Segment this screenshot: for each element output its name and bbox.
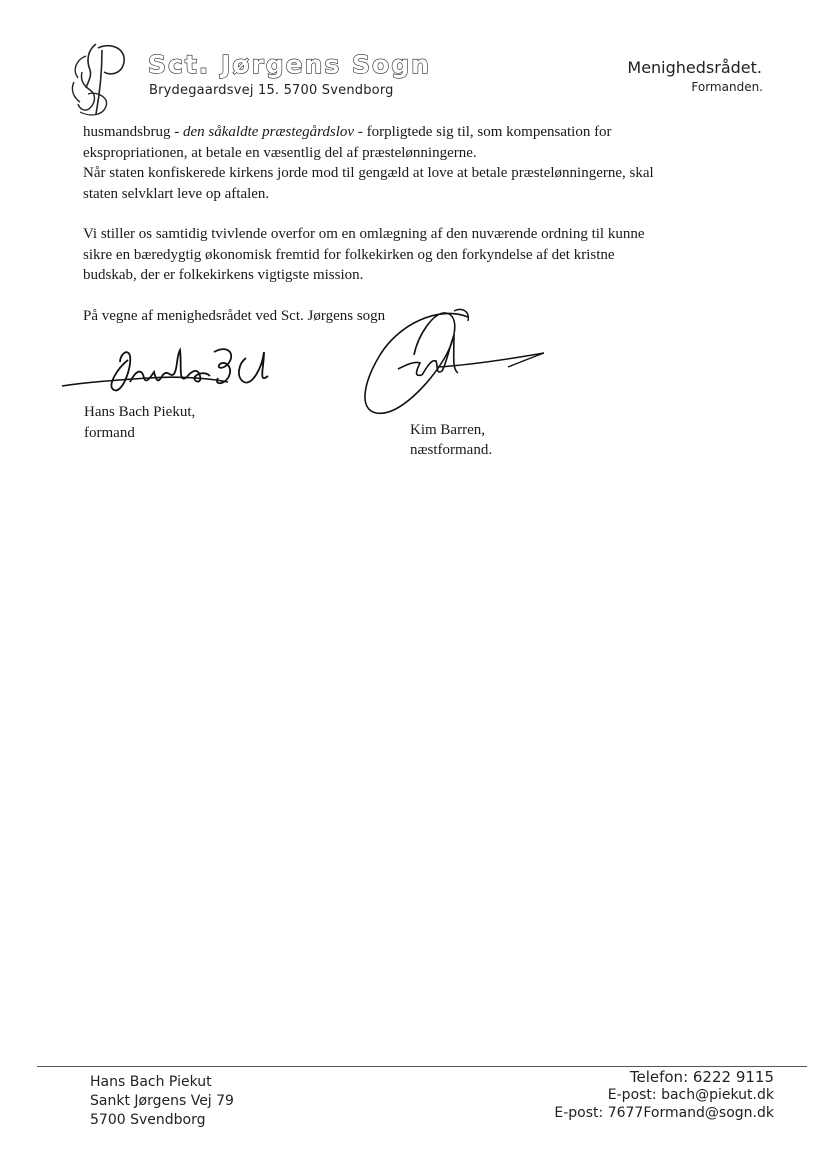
footer-address — [90, 1073, 234, 1130]
council-title: Menighedsrådet. — [627, 58, 762, 77]
paragraph-line: sikre en bæredygtig økonomisk fremtid for folkekirken og den forkyndelse af det kristne — [83, 246, 615, 263]
signatory-name: Kim Barren, — [410, 422, 485, 438]
footer-divider — [37, 1066, 807, 1067]
paragraph-line: Når staten konfiskerede kirkens jorde mod til gengæld at love at betale præstelønningerne, skal — [83, 165, 654, 181]
paragraph-line: staten selvklart leve op aftalen. — [83, 185, 270, 202]
paragraph-line: budskab, der er folkekirkens vigtigste mission. — [83, 267, 364, 283]
signatory-chairman — [84, 402, 195, 444]
signatory-title: næstformand. — [410, 442, 493, 458]
footer-contact — [554, 1068, 774, 1122]
org-address: Brydegaardsvej 15. 5700 Svendborg — [149, 83, 394, 98]
footer-email-parish: E-post: 7677Formand@sogn.dk — [554, 1105, 774, 1121]
paragraph-line: ekspropriationen, at betale en væsentlig del af præstelønningerne. — [83, 144, 477, 161]
footer-name: Hans Bach Piekut — [90, 1074, 212, 1090]
signatory-title: formand — [84, 425, 135, 441]
letter-body — [83, 122, 783, 326]
closing-line: På vegne af menighedsrådet ved Sct. Jørgens sogn — [83, 307, 386, 324]
italic-term: den såkaldte præstegårdslov — [183, 124, 355, 140]
chairman-role: Formanden. — [691, 80, 763, 94]
signatory-name: Hans Bach Piekut, — [84, 404, 196, 420]
paragraph-line: husmandsbrug - den såkaldte præstegårdslov - forpligtede sig til, som kompensation for — [83, 124, 612, 140]
signature-hans-icon — [58, 338, 278, 408]
footer-phone: Telefon: 6222 9115 — [629, 1068, 774, 1086]
footer-email-personal: E-post: bach@piekut.dk — [607, 1087, 774, 1103]
signature-kim-icon — [358, 305, 548, 417]
org-name: Sct. Jørgens Sogn — [148, 50, 431, 79]
signatory-vice-chairman — [410, 420, 492, 460]
church-logo-icon — [66, 42, 136, 118]
footer-city: 5700 Svendborg — [90, 1112, 206, 1128]
footer-street: Sankt Jørgens Vej 79 — [90, 1093, 234, 1109]
paragraph-line: Vi stiller os samtidig tvivlende overfor om en omlægning af den nuværende ordning til kunne — [83, 226, 645, 242]
